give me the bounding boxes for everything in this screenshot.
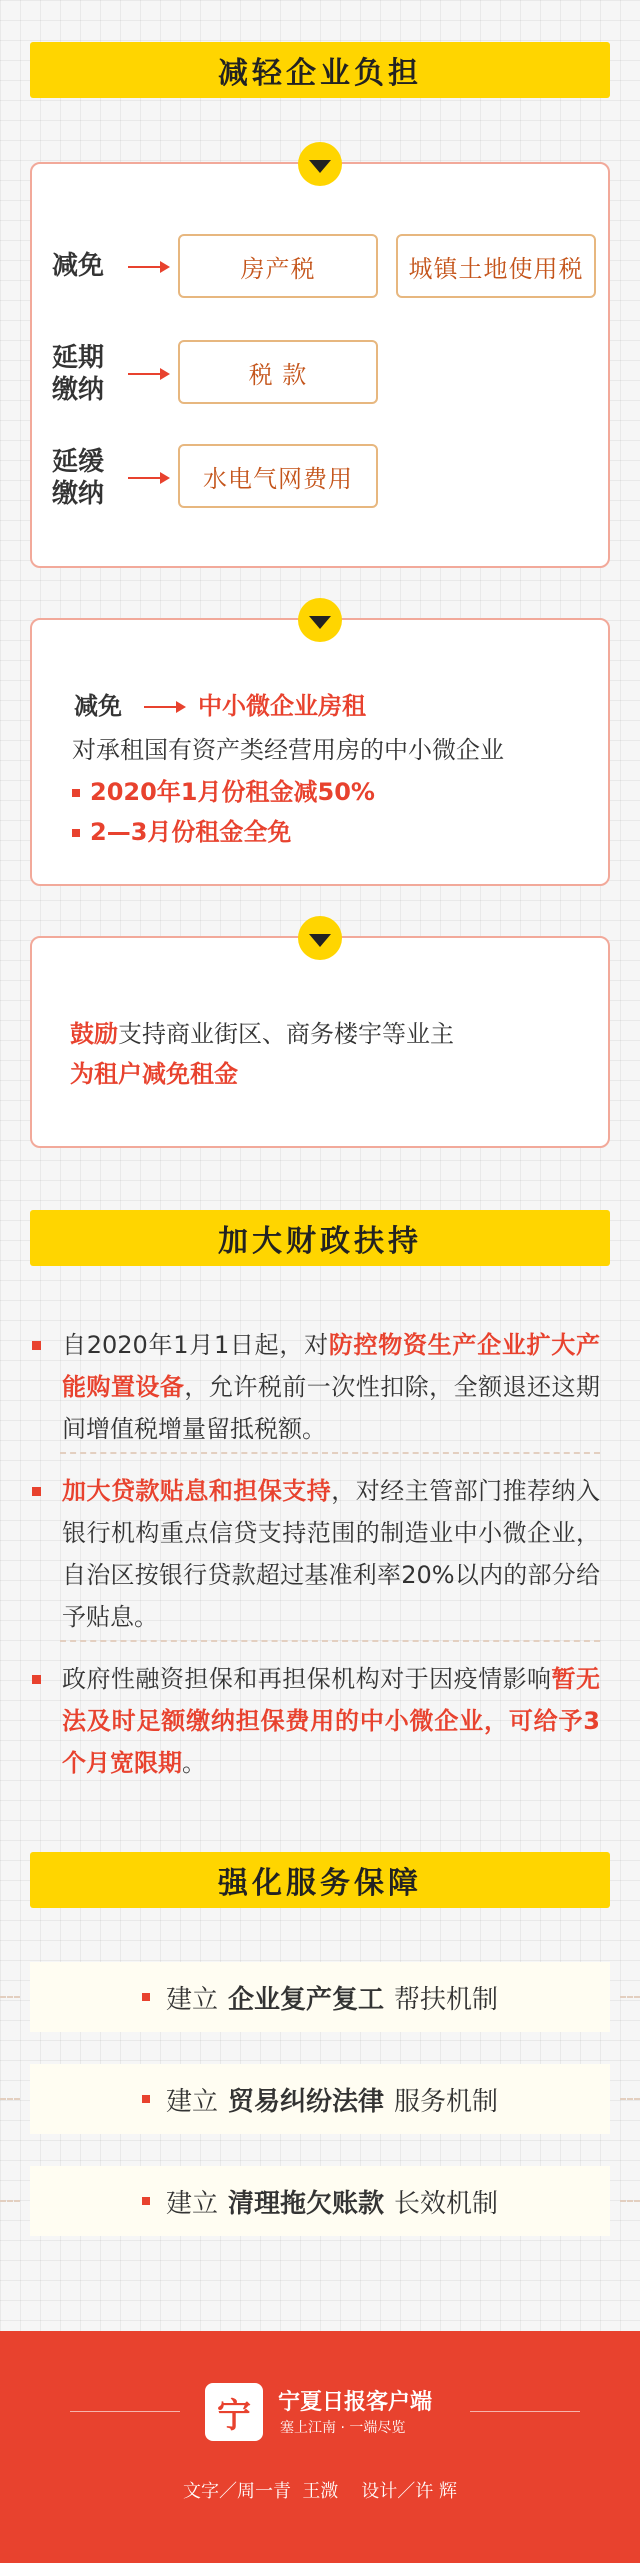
arrow-right-icon (128, 477, 168, 479)
footer (0, 2331, 640, 2563)
service-item: 建立 贸易纠纷法律 服务机制 (30, 2064, 610, 2134)
tag-land-use-tax: 城镇土地使用税 (396, 234, 596, 298)
brand-slogan: 塞上江南 · 一端尽览 (280, 2420, 406, 2436)
divider (60, 1640, 600, 1642)
row-label-exempt: 减免 (52, 251, 105, 281)
fiscal-para-1: 自2020年1月1日起，对防控物资生产企业扩大产能购置设备，允许税前一次性扣除，全额退还这期间增值税增量留抵税额。 (40, 1324, 600, 1450)
section-banner-reduce-burden: 减轻企业负担 (30, 42, 610, 98)
landlord-card (30, 936, 610, 1148)
tag-utility-fees: 水电气网费用 (178, 444, 378, 508)
rent-label: 减免 (74, 692, 122, 720)
divider (70, 2411, 180, 2412)
landlord-line-2: 为租户减免租金 (70, 1060, 238, 1088)
rent-reduction-card (30, 618, 610, 886)
divider (60, 1452, 600, 1454)
section-banner-service-guarantee: 强化服务保障 (30, 1852, 610, 1908)
brand-logo: 宁 (205, 2383, 263, 2441)
credits: 文字／周一青 王溦 设计／许 辉 (182, 2481, 458, 2502)
row-label-defer-pay: 延期 缴纳 (52, 343, 105, 405)
chevron-down-icon (298, 598, 342, 642)
tag-property-tax: 房产税 (178, 234, 378, 298)
row-label-postpone-pay: 延缓 缴纳 (52, 447, 105, 509)
rent-desc: 对承租国有资产类经营用房的中小微企业 (72, 736, 504, 764)
chevron-down-icon (298, 916, 342, 960)
reduction-card-1 (30, 162, 610, 568)
divider (470, 2411, 580, 2412)
brand-name: 宁夏日报客户端 (278, 2390, 433, 2415)
chevron-down-icon (298, 142, 342, 186)
arrow-right-icon (144, 706, 184, 708)
rent-point-1: 2020年1月份租金减50% (72, 772, 375, 812)
arrow-right-icon (128, 266, 168, 268)
rent-target: 中小微企业房租 (198, 692, 366, 720)
fiscal-para-2: 加大贷款贴息和担保支持，对经主管部门推荐纳入银行机构重点信贷支持范围的制造业中小微企业，自治区按银行贷款超过基准利率20%以内的部分给予贴息。 (40, 1470, 600, 1638)
service-item: 建立 清理拖欠账款 长效机制 (30, 2166, 610, 2236)
arrow-right-icon (128, 373, 168, 375)
landlord-line-1: 鼓励支持商业街区、商务楼宇等业主 (70, 1020, 454, 1048)
fiscal-para-3: 政府性融资担保和再担保机构对于因疫情影响暂无法及时足额缴纳担保费用的中小微企业，可给予3个月宽限期。 (40, 1658, 600, 1784)
service-item: 建立 企业复产复工 帮扶机制 (30, 1962, 610, 2032)
tag-tax-payment: 税 款 (178, 340, 378, 404)
section-banner-fiscal-support: 加大财政扶持 (30, 1210, 610, 1266)
rent-point-2: 2—3月份租金全免 (72, 812, 291, 852)
